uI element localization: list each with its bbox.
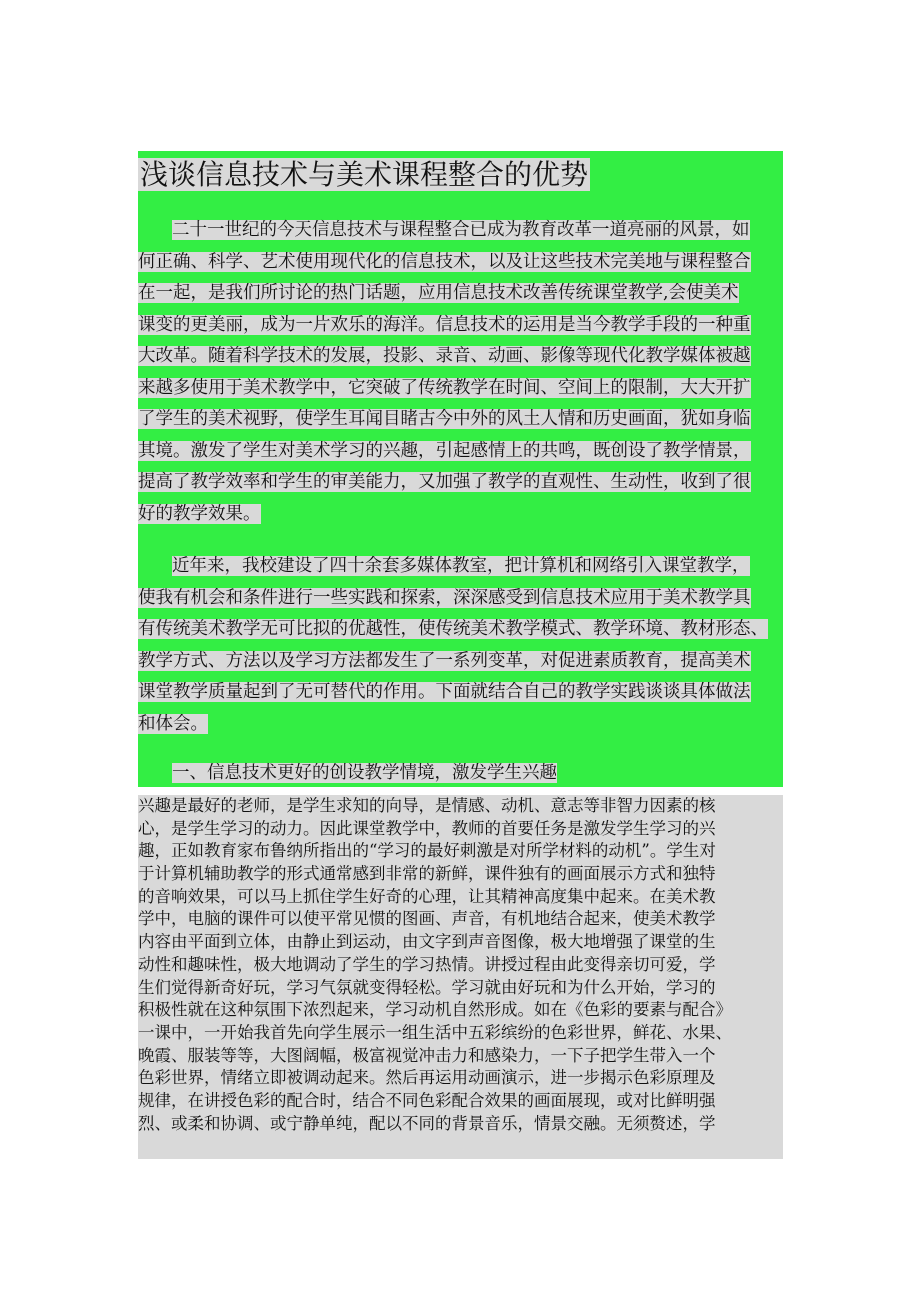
paragraph-line: 规律，在讲授色彩的配合时，结合不同色彩配合效果的画面展现，或对比鲜明强 bbox=[138, 1090, 716, 1110]
paragraph-line: 和体会。 bbox=[138, 713, 208, 734]
paragraph-line: 近年来，我校建设了四十余套多媒体教室，把计算机和网络引入课堂教学， bbox=[172, 556, 750, 576]
paragraph-line: 内容由平面到立体，由静止到运动，由文字到声音图像，极大地增强了课堂的生 bbox=[138, 932, 716, 952]
paragraph-line: 教学方式、方法以及学习方法都发生了一系列变革，对促进素质教育，提高美术 bbox=[138, 650, 751, 671]
paragraph-line: 动性和趣味性，极大地调动了学生的学习热情。讲授过程由此变得亲切可爱，学 bbox=[138, 954, 716, 974]
paragraph-1 bbox=[138, 215, 783, 530]
page-title: 浅谈信息技术与美术课程整合的优势 bbox=[140, 158, 589, 191]
paragraph-line: 提高了教学效率和学生的审美能力，又加强了教学的直观性、生动性，收到了很 bbox=[138, 472, 751, 492]
paragraph-line: 一课中，一开始我首先向学生展示一组生活中五彩缤纷的色彩世界，鲜花、水果、 bbox=[138, 1022, 732, 1042]
paragraph-line: 趣，正如教育家布鲁纳所指出的“学习的最好刺激是对所学材料的动机”。学生对 bbox=[138, 841, 716, 861]
paragraph-3 bbox=[138, 795, 783, 1159]
paragraph-line: 学中，电脑的课件可以使平常见惯的图画、声音，有机地结合起来，使美术教学 bbox=[138, 909, 716, 929]
paragraph-line: 积极性就在这种氛围下浓烈起来，学习动机自然形成。如在《色彩的要素与配合》 bbox=[138, 1000, 732, 1020]
paragraph-line: 生们觉得新奇好玩，学习气氛就变得轻松。学习就由好玩和为什么开始，学习的 bbox=[138, 977, 716, 997]
paragraph-line: 好的教学效果。 bbox=[138, 503, 261, 524]
paragraph-line: 其境。激发了学生对美术学习的兴趣，引起感情上的共鸣，既创设了教学情景， bbox=[138, 440, 751, 461]
paragraph-line: 何正确、科学、艺术使用现代化的信息技术，以及让这些技术完美地与课程整合 bbox=[138, 251, 751, 272]
paragraph-line: 烈、或柔和协调、或宁静单纯，配以不同的背景音乐，情景交融。无须赘述，学 bbox=[138, 1113, 716, 1133]
paragraph-line: 二十一世纪的今天信息技术与课程整合已成为教育改革一道亮丽的风景，如 bbox=[172, 220, 750, 240]
paragraph-line: 课变的更美丽，成为一片欢乐的海洋。信息技术的运用是当今教学手段的一种重 bbox=[138, 314, 751, 335]
paragraph-line: 使我有机会和条件进行一些实践和探索，深深感受到信息技术应用于美术教学具 bbox=[138, 587, 751, 608]
paragraph-line: 来越多使用于美术教学中，它突破了传统教学在时间、空间上的限制，大大开扩 bbox=[138, 377, 751, 398]
section-heading: 一、信息技术更好的创设教学情境，激发学生兴趣 bbox=[172, 763, 557, 783]
paragraph-line: 色彩世界，情绪立即被调动起来。然后再运用动画演示，进一步揭示色彩原理及 bbox=[138, 1068, 716, 1088]
paragraph-line: 晚霞、服装等等，大图阔幅，极富视觉冲击力和感染力，一下子把学生带入一个 bbox=[138, 1045, 716, 1065]
paragraph-line: 课堂教学质量起到了无可替代的作用。下面就结合自己的教学实践谈谈具体做法 bbox=[138, 682, 751, 702]
paragraph-2 bbox=[138, 551, 783, 740]
paragraph-line: 有传统美术教学无可比拟的优越性，使传统美术教学模式、教学环境、教材形态、 bbox=[138, 619, 768, 639]
paragraph-line: 心，是学生学习的动力。因此课堂教学中，教师的首要任务是激发学生学习的兴 bbox=[138, 818, 716, 838]
paragraph-line: 了学生的美术视野，使学生耳闻目睹古今中外的风土人情和历史画面，犹如身临 bbox=[138, 409, 751, 429]
paragraph-line: 的音响效果，可以马上抓住学生好奇的心理，让其精神高度集中起来。在美术教 bbox=[138, 886, 716, 906]
paragraph-line: 于计算机辅助教学的形式通常感到非常的新鲜，课件独有的画面展示方式和独特 bbox=[138, 864, 716, 884]
paragraph-line: 大改革。随着科学技术的发展，投影、录音、动画、影像等现代化教学媒体被越 bbox=[138, 346, 751, 366]
paragraph-line: 兴趣是最好的老师，是学生求知的向导，是情感、动机、意志等非智力因素的核 bbox=[138, 796, 716, 815]
paragraph-line: 在一起，是我们所讨论的热门话题，应用信息技术改善传统课堂教学,会使美术 bbox=[138, 283, 739, 303]
